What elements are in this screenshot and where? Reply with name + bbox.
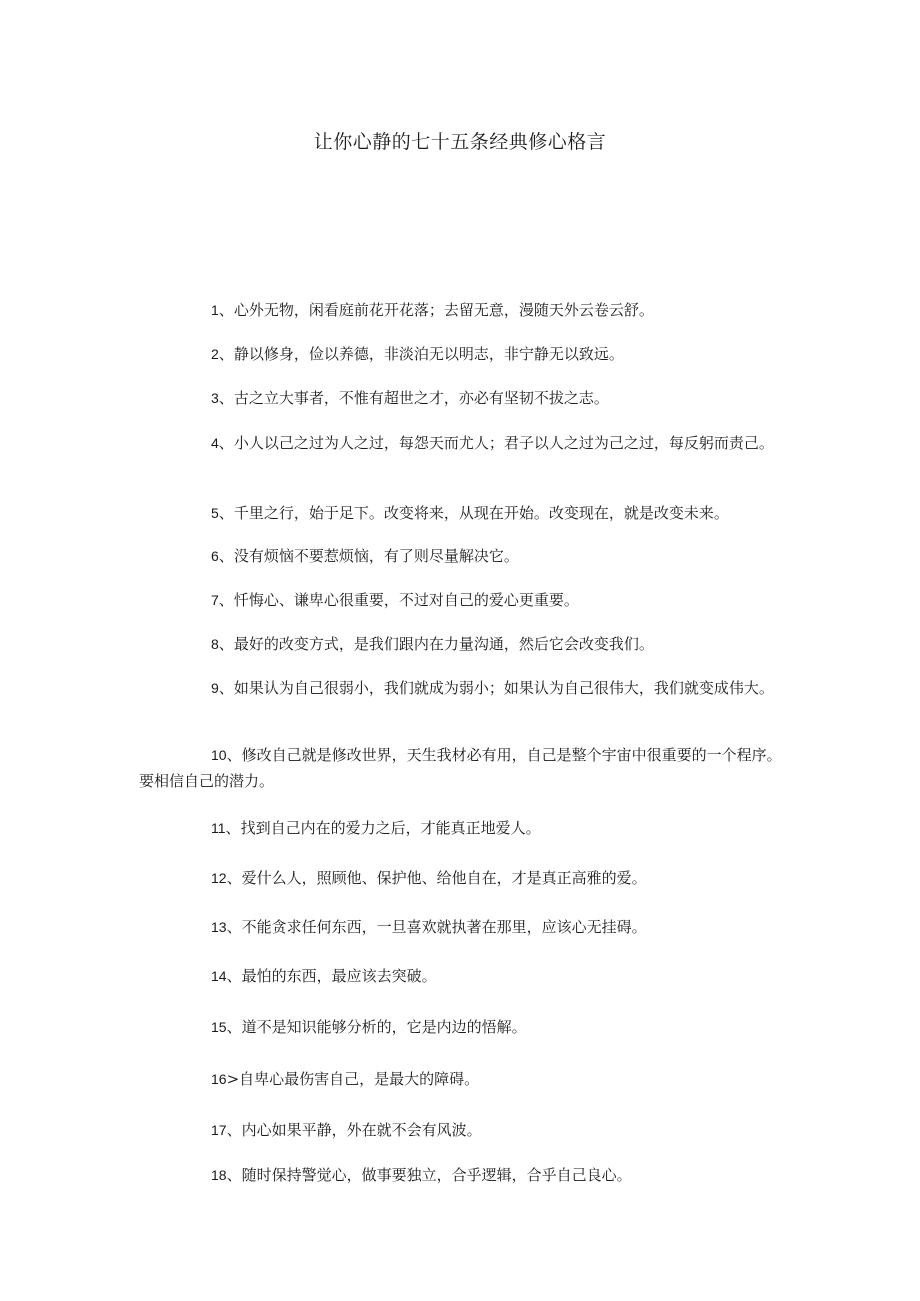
item-text: 内心如果平静，外在就不会有风波。 [241, 1121, 482, 1139]
item-separator: 、 [226, 967, 242, 985]
item-text: 找到自己内在的爱力之后，才能真正地爱人。 [240, 819, 541, 837]
item-text: 千里之行，始于足下。改变将来，从现在开始。改变现在，就是改变未来。 [233, 504, 729, 522]
list-item [139, 385, 787, 411]
item-separator: 、 [226, 918, 242, 936]
item-text: 忏悔心、谦卑心很重要，不过对自己的爱心更重要。 [233, 591, 579, 609]
list-item [139, 297, 787, 323]
page-title: 让你心静的七十五条经典修心格言 [313, 131, 607, 153]
item-number: 6 [211, 548, 219, 564]
list-item [139, 815, 787, 841]
list-item [139, 865, 787, 891]
item-separator: 、 [218, 547, 234, 565]
list-item [139, 1014, 787, 1040]
item-text: 爱什么人，照顾他、保护他、给他自在，才是真正高雅的爱。 [241, 869, 647, 887]
item-separator: > [226, 1070, 240, 1088]
item-text: 如果认为自己很弱小，我们就成为弱小；如果认为自己很伟大，我们就变成伟大。 [233, 679, 774, 697]
list-item [139, 1066, 787, 1092]
list-item [139, 631, 787, 657]
item-text: 最好的改变方式，是我们跟内在力量沟通，然后它会改变我们。 [233, 635, 654, 653]
item-text: 随时保持警觉心，做事要独立，合乎逻辑，合乎自己良心。 [241, 1166, 632, 1184]
item-number: 7 [211, 592, 219, 608]
item-separator: 、 [226, 1166, 242, 1184]
item-separator: 、 [218, 591, 234, 609]
item-number: 10 [211, 747, 227, 763]
item-text: 自卑心最伤害自己，是最大的障碍。 [239, 1070, 480, 1088]
item-separator: 、 [226, 869, 242, 887]
list-item [139, 1117, 787, 1143]
list-item [139, 675, 787, 701]
list-item [139, 341, 787, 367]
item-number: 13 [211, 919, 227, 935]
list-item [139, 587, 787, 613]
item-number: 11 [211, 820, 226, 836]
item-number: 15 [211, 1019, 227, 1035]
item-separator: 、 [226, 1018, 242, 1036]
item-separator: 、 [218, 389, 234, 407]
list-item [139, 963, 787, 989]
item-number: 17 [211, 1122, 227, 1138]
item-number: 5 [211, 505, 219, 521]
item-text: 不能贪求任何东西，一旦喜欢就执著在那里，应该心无挂碍。 [241, 918, 647, 936]
item-separator: 、 [218, 345, 234, 363]
list-item [139, 1162, 787, 1188]
list-item [139, 742, 787, 794]
item-separator: 、 [226, 746, 242, 764]
item-separator: 、 [218, 679, 234, 697]
item-number: 12 [211, 870, 227, 886]
item-number: 4 [211, 435, 219, 451]
item-number: 16 [211, 1071, 227, 1087]
item-number: 3 [211, 390, 219, 406]
item-text: 心外无物，闲看庭前花开花落；去留无意，漫随天外云卷云舒。 [233, 301, 654, 319]
item-number: 14 [211, 968, 227, 984]
item-number: 9 [211, 680, 219, 696]
item-text: 修改自己就是修改世界，天生我材必有用，自己是整个宇宙中很重要的一个程序。要相信自己的潜力。 [139, 746, 782, 790]
item-number: 18 [211, 1167, 227, 1183]
item-text: 静以修身，俭以养德，非淡泊无以明志，非宁静无以致远。 [233, 345, 624, 363]
item-text: 小人以己之过为人之过，每怨天而尤人；君子以人之过为己之过，每反躬而责己。 [233, 434, 774, 452]
list-item [139, 500, 787, 526]
item-separator: 、 [225, 819, 241, 837]
list-item [139, 543, 787, 569]
item-number: 1 [211, 302, 219, 318]
item-number: 8 [211, 636, 219, 652]
item-separator: 、 [218, 301, 234, 319]
item-separator: 、 [218, 635, 234, 653]
item-text: 道不是知识能够分析的，它是内边的悟解。 [241, 1018, 527, 1036]
list-item [139, 430, 787, 456]
item-separator: 、 [226, 1121, 242, 1139]
item-number: 2 [211, 346, 219, 362]
item-text: 古之立大事者，不惟有超世之才，亦必有坚韧不拔之志。 [233, 389, 609, 407]
item-separator: 、 [218, 504, 234, 522]
item-text: 最怕的东西，最应该去突破。 [241, 967, 437, 985]
item-text: 没有烦恼不要惹烦恼，有了则尽量解决它。 [233, 547, 519, 565]
list-item [139, 914, 787, 940]
item-separator: 、 [218, 434, 234, 452]
